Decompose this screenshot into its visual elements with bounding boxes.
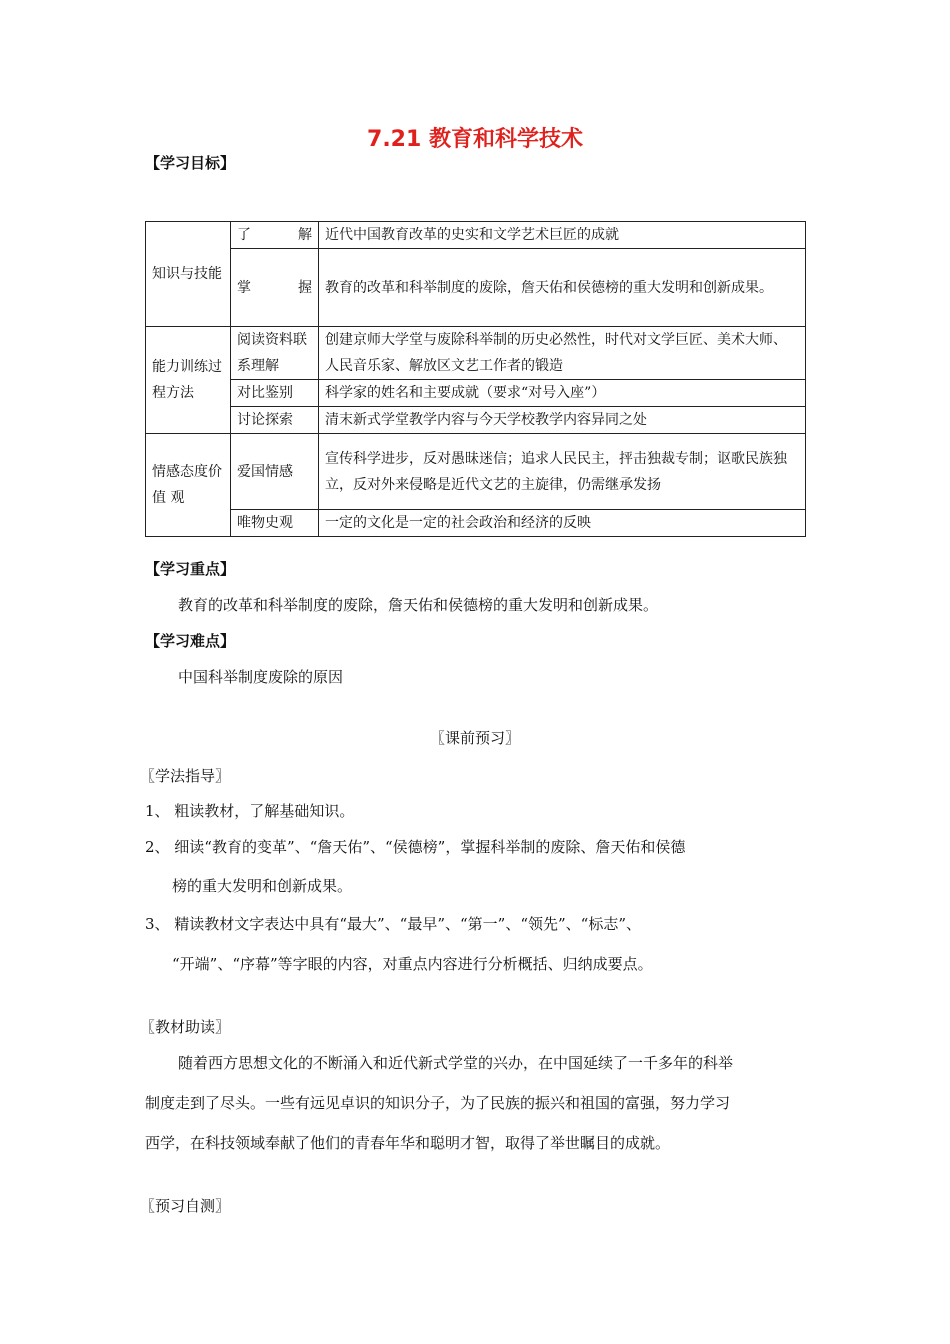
row-label: 对比鉴别 bbox=[231, 380, 319, 407]
difficulties-heading: 【学习难点】 bbox=[145, 632, 236, 650]
row-label: 了 解 bbox=[231, 222, 319, 249]
table-row bbox=[146, 222, 806, 249]
table-row bbox=[146, 380, 806, 407]
row-content: 宣传科学进步，反对愚昧迷信；追求人民民主，抨击独裁专制；讴歌民族独立，反对外来侵略是近代文艺的主旋律，仍需继承发扬 bbox=[319, 434, 806, 510]
guide-item: “开端”、“序幕”等字眼的内容，对重点内容进行分析概括、归纳成要点。 bbox=[172, 955, 653, 973]
objectives-table bbox=[145, 221, 806, 537]
reading-line: 西学，在科技领域奉献了他们的青春年华和聪明才智，取得了举世瞩目的成就。 bbox=[145, 1134, 671, 1152]
reading-line: 随着西方思想文化的不断涌入和近代新式学堂的兴办，在中国延续了一千多年的科举 bbox=[178, 1054, 734, 1072]
guide-item: 2、 细读“教育的变革”、“詹天佑”、“侯德榜”，掌握科举制的废除、詹天佑和侯德 bbox=[145, 838, 686, 856]
table-row bbox=[146, 249, 806, 327]
row-content: 近代中国教育改革的史实和文学艺术巨匠的成就 bbox=[319, 222, 806, 249]
objectives-heading: 【学习目标】 bbox=[145, 154, 236, 172]
row-content: 科学家的姓名和主要成就（要求“对号入座”） bbox=[319, 380, 806, 407]
reading-heading: 〖教材助读〗 bbox=[140, 1018, 231, 1036]
table-row bbox=[146, 327, 806, 380]
reading-line: 制度走到了尽头。一些有远见卓识的知识分子，为了民族的振兴和祖国的富强，努力学习 bbox=[145, 1094, 731, 1112]
row-label: 讨论探索 bbox=[231, 407, 319, 434]
table-row bbox=[146, 407, 806, 434]
difficulties-text: 中国科举制度废除的原因 bbox=[178, 668, 344, 686]
page-title: 7.21 教育和科学技术 bbox=[367, 127, 583, 152]
selftest-heading: 〖预习自测〗 bbox=[140, 1197, 231, 1215]
guide-item: 3、 精读教材文字表达中具有“最大”、“最早”、“第一”、“领先”、“标志”、 bbox=[145, 915, 641, 933]
guide-heading: 〖学法指导〗 bbox=[140, 767, 231, 785]
row-label: 阅读资料联系理解 bbox=[231, 327, 319, 380]
row-content: 创建京师大学堂与废除科举制的历史必然性，时代对文学巨匠、美术大师、人民音乐家、解放区文艺工作者的锻造 bbox=[319, 327, 806, 380]
row-content: 教育的改革和科举制度的废除，詹天佑和侯德榜的重大发明和创新成果。 bbox=[319, 249, 806, 327]
table-row bbox=[146, 510, 806, 537]
table-row bbox=[146, 434, 806, 510]
row-content: 清末新式学堂教学内容与今天学校教学内容异同之处 bbox=[319, 407, 806, 434]
category-knowledge: 知识与技能 bbox=[146, 222, 231, 327]
preview-heading: 〖课前预习〗 bbox=[429, 729, 520, 747]
key-points-text: 教育的改革和科举制度的废除，詹天佑和侯德榜的重大发明和创新成果。 bbox=[178, 596, 659, 614]
guide-item: 1、 粗读教材，了解基础知识。 bbox=[145, 802, 355, 820]
guide-item: 榜的重大发明和创新成果。 bbox=[172, 877, 353, 895]
key-points-heading: 【学习重点】 bbox=[145, 560, 236, 578]
category-emotion: 情感态度价 值 观 bbox=[146, 434, 231, 537]
row-label: 掌 握 bbox=[231, 249, 319, 327]
row-label: 唯物史观 bbox=[231, 510, 319, 537]
row-content: 一定的文化是一定的社会政治和经济的反映 bbox=[319, 510, 806, 537]
category-ability: 能力训练过程方法 bbox=[146, 327, 231, 434]
row-label: 爱国情感 bbox=[231, 434, 319, 510]
